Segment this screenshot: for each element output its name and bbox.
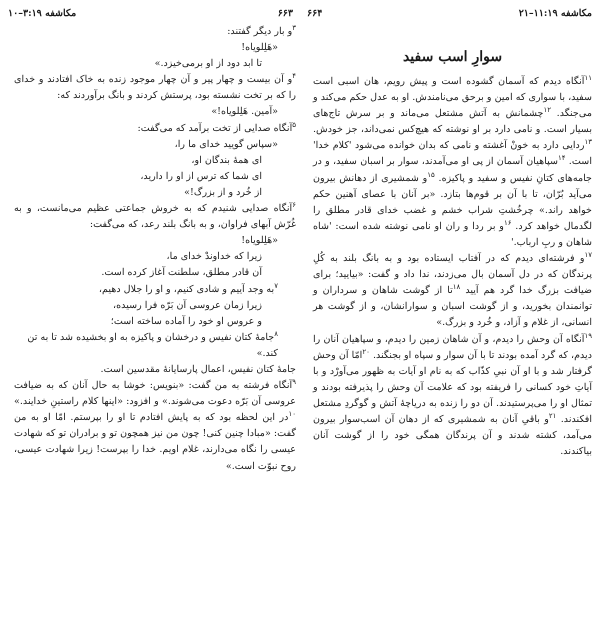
left-page-header xyxy=(8,6,293,20)
left-header-title: مکاشفه ۳:۱۹–۱۰ xyxy=(8,7,77,19)
poetry-line: $^۸$جامهٔ کتان نفیس و درخشان و پاکیزه به او بخشیده شد تا به تن کند.» xyxy=(27,329,278,359)
right-paragraph: $^{۱۷}$و فرشته‌ای دیدم که در آفتاب ایستاده بود و به بانگ بلند به کُلِ پرندگان که در دل آسمان بال می‌زدند، ندا داد و گفت: «بیایید؛ برای ضیافت بزرگ خدا گرد هم آیید $^{۱۸}$تا از گوشت شاهان و سرداران و توانمندان بخورید، و از گوشت اسبان و سوارانشان، و از گوشت هر انسانی، از غلام و آزاد، و خُرد و بزرگ.» xyxy=(313,250,592,329)
poetry-line: و عروس او خود را آماده ساخته است؛ xyxy=(110,315,262,327)
left-header-page-number: ۶۶۳ xyxy=(277,7,293,19)
left-column xyxy=(14,24,296,475)
poetry-line: از خُرد و از بزرگ!» xyxy=(184,186,262,198)
left-paragraph: $^۴$و آن بیست و چهار پیر و آن چهار موجود زنده به خاک افتادند و خدای را که بر تخت نشسته بود، پرستش کردند و بانگ برآوردند که: xyxy=(14,72,296,102)
right-header-page-number: ۶۶۴ xyxy=(307,7,323,19)
left-paragraph: $^۹$آنگاه فرشته به من گفت: «بنویس: خوشا به حال آنان که به ضیافت عروسی آن بَرّه دعوت می‌شوند.» و افزود: «اینها کلام راستینِ خدایند.» $^{۱۰}$در این لحظه بود که به پایش افتادم تا او را بپرستم. امّا او به من گفت: «مبادا چنین کنی! چون من نیز همچون تو و برادران تو که شهادت عیسی را نگاه می‌دارند، غلام اویم. خدا را بپرست! زیرا شهادت عیسی، روح نبوّت است.» xyxy=(14,377,296,472)
poetry-line: تا ابد دود از او برمی‌خیزد.» xyxy=(154,58,262,70)
left-column-body xyxy=(14,24,296,475)
right-header-title: مکاشفه ۱۱:۱۹–۲۱ xyxy=(518,7,592,19)
right-column-body xyxy=(313,74,592,460)
left-paragraph: $^۵$آنگاه صدایی از تخت برآمد که می‌گفت: xyxy=(137,120,296,134)
section-title: سوارِ اسب سفید xyxy=(402,49,503,65)
poetry-line: «هَلِلویاه! xyxy=(241,42,278,54)
poetry-line: زیرا زمان عروسی آن بَرّه فرا رسیده، xyxy=(113,299,262,311)
poetry-line: «سپاس گویید خدای ما را، xyxy=(174,138,278,150)
left-paragraph: $^۳$و بار دیگر گفتند: xyxy=(227,23,296,37)
poetry-line: «هَلِلویاه! xyxy=(241,235,278,247)
poetry-line: زیرا که خداوندْ خدای ما، xyxy=(166,251,262,263)
right-page-header xyxy=(307,6,592,20)
left-paragraph: $^۶$آنگاه صدایی شنیدم که به خروش جماعتی عظیم می‌مانست، و به غُرّش آبهای فراوان، و به بانگ بلند رعد، که می‌گفت: xyxy=(14,200,296,231)
poetry-line: ای شما که ترس از او را دارید، xyxy=(140,170,262,182)
right-column xyxy=(313,24,592,460)
left-paragraph: جامهٔ کتان نفیس، اعمال پارسایانهٔ مقدسین است. xyxy=(100,363,296,375)
right-paragraph: $^{۱۹}$آنگاه آن وحش را دیدم، و آن شاهان زمین را دیدم، و سپاهیان آنان را دیدم، که گرد آمده بودند تا با آن سوار و سپاه او بجنگند. $^{۲۰}$امّا آن وحش گرفتار شد و با او آن نبیِ کذّاب که به نام او آیات به ظهور می‌آورْد و با آیاتِ خود کسانی را فریفته بود که علامت آن وحش را پذیرفته بودند و تمثال او را می‌پرستیدند. آن دو را زنده به دریاچهٔ آتش و گوگردِ مشتعل افکندند. $^{۲۱}$و باقیِ آنان به شمشیری که از دهان آن اسب‌سوار بیرون می‌آمد، کشته شدند و آن پرندگان همگی خود را از گوشت آنان بیاکندند. xyxy=(313,331,592,458)
poetry-line: آن قادر مطلق، سلطنت آغاز کرده است. xyxy=(101,267,262,279)
poetry-line: $^۷$به وجد آییم و شادی کنیم، و او را جلال دهیم، xyxy=(98,281,278,295)
right-paragraph: $^{۱۱}$آنگاه دیدم که آسمان گشوده است و پیش رویم، هان اسبی است سفید، با سواری که امین و برحق می‌نامندش. او به عدل حکم می‌کند و می‌جنگد. $^{۱۲}$چشمانش به آتش مشتعل می‌ماند و بر سرش تاج‌های بسیار است. و نامی دارد بر او نوشته که هیچ‌کس نمی‌داند، جز خودش. $^{۱۳}$ردایی دارد به خونْ آغشته و نامی که بدان خوانده می‌شود 'کلام خدا' است. $^{۱۴}$سپاهیان آسمان از پی او می‌آمدند، سوار بر اسبان سفید، و در جامه‌های کتانِ نفیس و سفید و پاکیزه. $^{۱۵}$و شمشیری از دهانش بیرون می‌آید بُرّان، تا با آن بر قوم‌ها بتازد. «بر آنان با عصای آهنین حکم خواهد راند.» چرخُشتِ شراب خشم و غضب خدای قادر مطلق را لگدمال خواهد کرد. $^{۱۶}$و بر ردا و ران او نامی نوشته شده است: 'شاه شاهان و ربِ ارباب.' xyxy=(313,73,592,248)
poetry-line: «آمین. هَلِلویاه!» xyxy=(211,106,278,118)
poetry-line: ای همهٔ بندگان او، xyxy=(191,154,262,166)
